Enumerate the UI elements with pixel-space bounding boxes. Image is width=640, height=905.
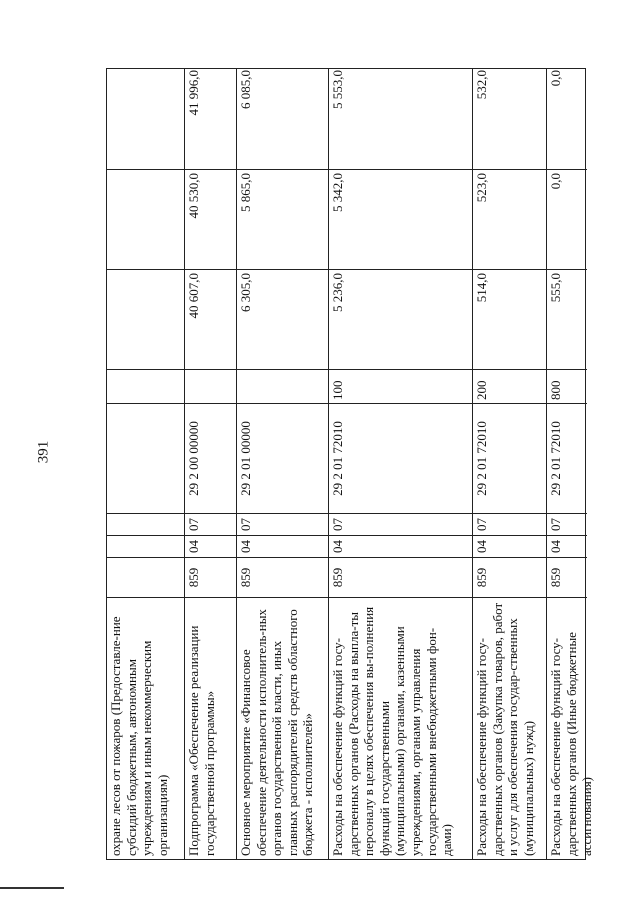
table-row bbox=[473, 69, 547, 859]
cell-y1: 5 236,0 bbox=[329, 269, 472, 369]
cell-csr: 29 2 00 00000 bbox=[185, 403, 236, 513]
cell-grbs bbox=[107, 557, 184, 597]
cell-rz: 04 bbox=[185, 535, 236, 557]
table-row bbox=[237, 69, 329, 859]
cell-pr: 07 bbox=[185, 513, 236, 535]
cell-pr: 07 bbox=[329, 513, 472, 535]
cell-y1: 6 305,0 bbox=[237, 269, 328, 369]
cell-y3: 532,0 bbox=[474, 70, 489, 100]
scan-edge-mark bbox=[0, 887, 64, 889]
table-row bbox=[547, 69, 595, 859]
cell-csr bbox=[107, 403, 184, 513]
cell-csr: 29 2 01 72010 bbox=[473, 403, 546, 513]
cell-rz bbox=[107, 535, 184, 557]
cell-grbs: 859 bbox=[185, 557, 236, 597]
cell-name: Расходы на обеспечение функций госу-дарственных органов (Расходы на выпла-ты персоналу в целях обеспечения вы-полнения функций государственными (муниципальными) органами, казенными учреждениями, органами управления государственными внебюджетными фон-дами) bbox=[329, 597, 472, 859]
cell-vr bbox=[107, 369, 184, 403]
cell-y2 bbox=[107, 169, 184, 269]
cell-rz: 04 bbox=[547, 535, 587, 557]
table-row bbox=[185, 69, 237, 859]
cell-pr: 07 bbox=[473, 513, 546, 535]
cell-y2: 5 865,0 bbox=[237, 169, 328, 269]
cell-grbs: 859 bbox=[547, 557, 587, 597]
page-number: 391 bbox=[35, 440, 52, 464]
cell-vr bbox=[237, 369, 328, 403]
cell-rz: 04 bbox=[237, 535, 328, 557]
cell-csr: 29 2 01 72010 bbox=[329, 403, 472, 513]
cell-grbs: 859 bbox=[473, 557, 546, 597]
cell-rz: 04 bbox=[329, 535, 472, 557]
cell-name: Расходы на обеспечение функций госу-дарственных органов (Иные бюджетные ассигнования) bbox=[547, 597, 587, 859]
cell-grbs: 859 bbox=[329, 557, 472, 597]
cell-name: охране лесов от пожаров (Предоставле-ние субсидий бюджетным, автономным учреждениям и иным некоммерческим организациям) bbox=[107, 597, 184, 859]
cell-pr: 07 bbox=[237, 513, 328, 535]
cell-y3: 6 085,0 bbox=[238, 70, 253, 109]
budget-table bbox=[106, 68, 595, 860]
cell-y1: 514,0 bbox=[473, 269, 546, 369]
cell-y3: 41 996,0 bbox=[186, 70, 201, 116]
cell-y3: 0,0 bbox=[548, 70, 563, 87]
table-row bbox=[107, 69, 185, 859]
cell-vr: 200 bbox=[473, 369, 546, 403]
cell-y3 bbox=[107, 67, 184, 169]
cell-y2: 5 342,0 bbox=[329, 169, 472, 269]
cell-name: Расходы на обеспечение функций госу-дарственных органов (Закупка товаров, работ и услуг для обеспечения государ-ственных (муниципальных) нужд) bbox=[473, 597, 546, 859]
cell-csr: 29 2 01 00000 bbox=[237, 403, 328, 513]
table-row bbox=[329, 69, 473, 859]
cell-vr bbox=[185, 369, 236, 403]
cell-y2: 40 530,0 bbox=[185, 169, 236, 269]
cell-pr: 07 bbox=[547, 513, 587, 535]
budget-table-wrapper bbox=[106, 68, 595, 860]
cell-csr: 29 2 01 72010 bbox=[547, 403, 587, 513]
cell-y1: 555,0 bbox=[547, 269, 587, 369]
cell-grbs: 859 bbox=[237, 557, 328, 597]
cell-y1 bbox=[107, 269, 184, 369]
cell-name: Основное мероприятие «Финансовое обеспечение деятельности исполнитель-ных органов государственной власти, иных главных распорядителей средств областного бюджета - исполнителей» bbox=[237, 597, 328, 859]
cell-name: Подпрограмма «Обеспечение реализации государственной программы» bbox=[185, 597, 236, 859]
cell-vr: 100 bbox=[329, 369, 472, 403]
cell-y2: 0,0 bbox=[547, 169, 587, 269]
cell-y3: 5 553,0 bbox=[330, 70, 345, 109]
cell-y1: 40 607,0 bbox=[185, 269, 236, 369]
cell-vr: 800 bbox=[547, 369, 587, 403]
cell-pr bbox=[107, 513, 184, 535]
cell-y2: 523,0 bbox=[473, 169, 546, 269]
cell-rz: 04 bbox=[473, 535, 546, 557]
